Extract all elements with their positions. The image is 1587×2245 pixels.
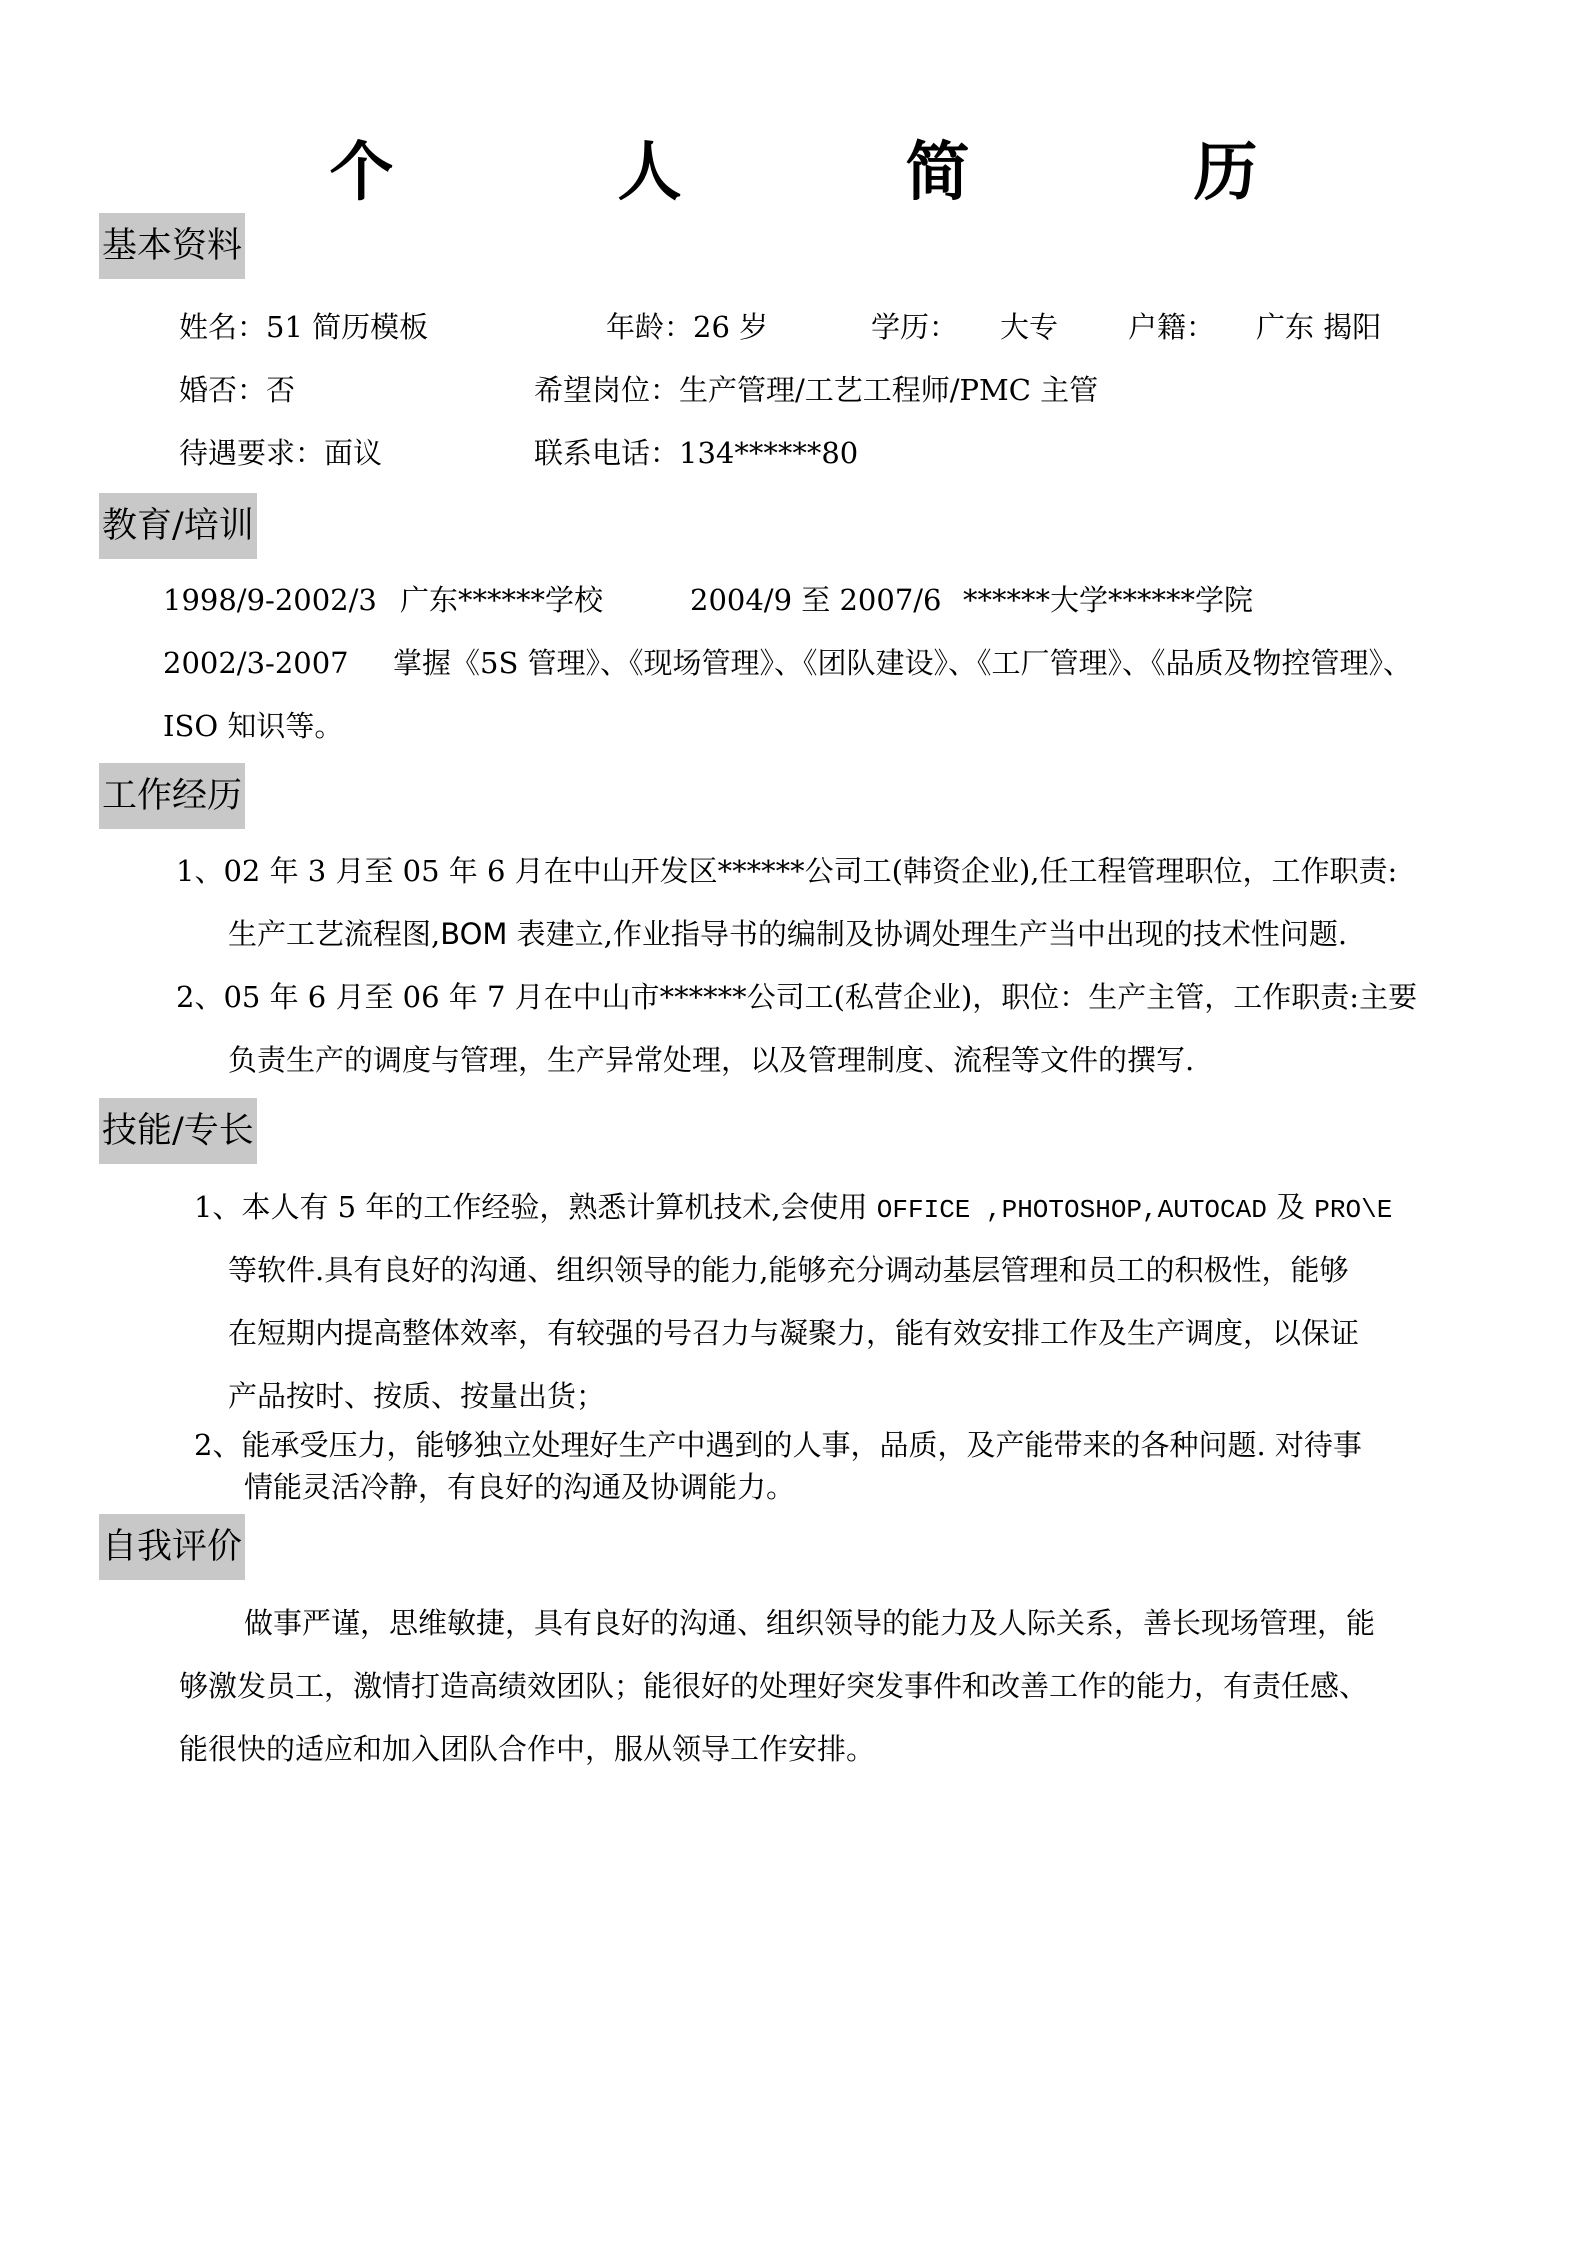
work-item-1-line-1: 1、02 年 3 月至 05 年 6 月在中山开发区******公司工(韩资企业),任工程管理职位，工作职责: bbox=[176, 854, 1398, 888]
education-school-1: 广东******学校 bbox=[400, 583, 604, 617]
skills-item-1-line-2: 等软件.具有良好的沟通、组织领导的能力,能够充分调动基层管理和员工的积极性，能够 bbox=[228, 1253, 1349, 1287]
education-period-1: 1998/9-2002/3 bbox=[163, 583, 377, 617]
basic-row-3 bbox=[0, 433, 1587, 473]
salary-field: 待遇要求：面议 bbox=[179, 436, 383, 470]
education-period-2: 2004/9 至 2007/6 bbox=[690, 583, 942, 617]
training-line-2: ISO 知识等。 bbox=[163, 709, 344, 743]
bom-text: BOM bbox=[440, 917, 508, 951]
training-line-1: 掌握《5S 管理》、《现场管理》、《团队建设》、《工厂管理》、《品质及物控管理》、 bbox=[393, 646, 1413, 680]
page-title: 个 人 简 历 bbox=[329, 135, 1338, 210]
section-heading-basic: 基本资料 bbox=[99, 213, 245, 279]
software-list: OFFICE ,PHOTOSHOP,AUTOCAD bbox=[876, 1195, 1267, 1225]
basic-row-2 bbox=[0, 370, 1587, 410]
work-item-1-text-a: 生产工艺流程图, bbox=[228, 917, 441, 951]
education-value: 大专 bbox=[1000, 310, 1059, 344]
skills-item-1-line-1 bbox=[194, 1187, 1392, 1230]
skills-item-1-line-4: 产品按时、按质、按量出货； bbox=[228, 1379, 606, 1413]
education-label: 学历： bbox=[871, 310, 959, 344]
position-field: 希望岗位：生产管理/工艺工程师/PMC 主管 bbox=[534, 373, 1099, 407]
work-item-1-line-2 bbox=[228, 914, 1347, 954]
work-item-1-text-c: 表建立,作业指导书的编制及协调处理生产当中出现的技术性问题. bbox=[507, 917, 1348, 951]
skills-text-c: 及 bbox=[1266, 1190, 1315, 1224]
section-heading-self: 自我评价 bbox=[99, 1514, 245, 1580]
self-eval-line-1: 做事严谨，思维敏捷，具有良好的沟通、组织领导的能力及人际关系，善长现场管理，能 bbox=[244, 1606, 1376, 1640]
skills-item-2-line-2: 情能灵活冷静，有良好的沟通及协调能力。 bbox=[244, 1470, 796, 1504]
hukou-value: 广东 揭阳 bbox=[1256, 310, 1382, 344]
education-period-3: 2002/3-2007 bbox=[163, 646, 349, 680]
education-row-1 bbox=[0, 580, 1587, 620]
hukou-label: 户籍： bbox=[1128, 310, 1216, 344]
age-field: 年龄：26 岁 bbox=[606, 310, 769, 344]
education-row-2 bbox=[0, 643, 1587, 683]
section-heading-skills: 技能/专长 bbox=[99, 1098, 257, 1164]
software-pro-e: PRO\E bbox=[1314, 1195, 1393, 1225]
section-heading-education: 教育/培训 bbox=[99, 493, 257, 559]
skills-item-1-line-3: 在短期内提高整体效率，有较强的号召力与凝聚力，能有效安排工作及生产调度，以保证 bbox=[228, 1316, 1360, 1350]
marital-field: 婚否：否 bbox=[179, 373, 296, 407]
work-item-2-line-1: 2、05 年 6 月至 06 年 7 月在中山市******公司工(私营企业)，职位：生产主管，工作职责:主要 bbox=[176, 980, 1418, 1014]
skills-text-a: 1、本人有 5 年的工作经验，熟悉计算机技术,会使用 bbox=[194, 1190, 877, 1224]
education-school-2: ******大学******学院 bbox=[963, 583, 1254, 617]
section-heading-work: 工作经历 bbox=[99, 763, 245, 829]
skills-item-2-line-1: 2、能承受压力，能够独立处理好生产中遇到的人事，品质，及产能带来的各种问题. 对待事 bbox=[194, 1428, 1362, 1462]
name-field: 姓名：51 简历模板 bbox=[179, 310, 429, 344]
self-eval-line-2: 够激发员工，激情打造高绩效团队；能很好的处理好突发事件和改善工作的能力，有责任感、 bbox=[179, 1669, 1369, 1703]
work-item-2-line-2: 负责生产的调度与管理，生产异常处理，以及管理制度、流程等文件的撰写. bbox=[228, 1043, 1195, 1077]
basic-row-1 bbox=[0, 307, 1587, 347]
self-eval-line-3: 能很快的适应和加入团队合作中，服从领导工作安排。 bbox=[179, 1732, 876, 1766]
phone-field: 联系电话：134******80 bbox=[534, 436, 859, 470]
